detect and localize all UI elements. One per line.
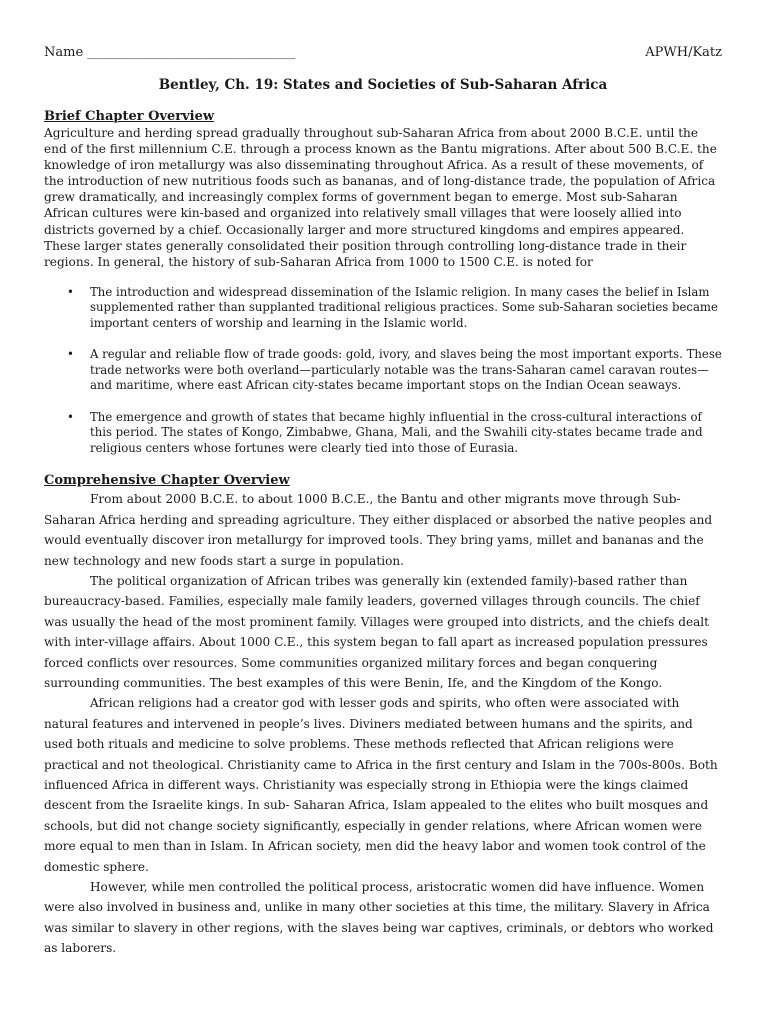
overview-paragraph: From about 2000 B.C.E. to about 1000 B.C.E., the Bantu and other migrants move through Sub-Saharan Africa herding and spreading agriculture. They either displaced or absorbed the native peoples and would eventually discover iron metallurgy for improved tools. They bring yams, millet and bananas and the new technology and new foods start a surge in population. [44, 492, 713, 568]
brief-overview-section [44, 108, 722, 456]
comprehensive-overview-heading: Comprehensive Chapter Overview [44, 473, 290, 489]
bullet-item [44, 410, 722, 457]
bullet-icon: • [67, 284, 74, 299]
bullet-text: A regular and reliable flow of trade goods: gold, ivory, and slaves being the most important exports. These trade networks were both overland—particularly notable was the trans-Saharan camel caravan routes—and maritime, where east African city-states became important stops on the Indian Ocean seaways. [90, 347, 722, 393]
brief-overview-paragraph: Agriculture and herding spread gradually throughout sub-Saharan Africa from about 2000 B.C.E. until the end of the first millennium C.E. through a process known as the Bantu migrations. After about 500 B.C.E. the knowledge of iron metallurgy was also disseminating throughout Africa. As a result of these movements, of the introduction of new nutritious foods such as bananas, and of long-distance trade, the population of Africa grew dramatically, and increasingly complex forms of government began to emerge. Most sub-Saharan African cultures were kin-based and organized into relatively small villages that were loosely allied into districts governed by a chief. Occasionally larger and more structured kingdoms and empires appeared. These larger states generally consolidated their position through controlling long-distance trade in their regions. In general, the history of sub-Saharan Africa from 1000 to 1500 C.E. is noted for [44, 126, 717, 269]
brief-overview-heading: Brief Chapter Overview [44, 109, 215, 124]
overview-paragraph: However, while men controlled the political process, aristocratic women did have influence. Women were also involved in business and, unlike in many other societies at this time, the military. Slavery in Africa was similar to slavery in other regions, with the slaves being war captives, criminals, or debtors who worked as laborers. [44, 880, 714, 956]
header-row [44, 44, 722, 64]
bullet-list [44, 285, 722, 457]
page-title: Bentley, Ch. 19: States and Societies of Sub-Saharan Africa [158, 77, 608, 93]
bullet-icon: • [67, 409, 74, 424]
bullet-item [44, 347, 722, 394]
bullet-item [44, 285, 722, 332]
bullet-text: The emergence and growth of states that became highly influential in the cross-cultural interactions of this period. The states of Kongo, Zimbabwe, Ghana, Mali, and the Swahili city-states became trade and religious centers whose fortunes were clearly tied into those of Eurasia. [90, 409, 703, 455]
name-field-label: Name ________________________________ [44, 45, 296, 60]
overview-paragraph: African religions had a creator god with lesser gods and spirits, who often were associated with natural features and intervened in people’s lives. Diviners mediated between humans and the spirits, and used both rituals and medicine to solve problems. These methods reflected that African religions were practical and not theological. Christianity came to Africa in the first century and Islam in the 700s-800s. Both influenced Africa in different ways. Christianity was especially strong in Ethiopia were the kings claimed descent from the Israelite kings. In sub- Saharan Africa, Islam appealed to the elites who built mosques and schools, but did not change society significantly, especially in gender relations, where African women were more equal to men than in Islam. In African society, men did the heavy labor and women took control of the domestic sphere. [44, 696, 718, 874]
bullet-icon: • [67, 347, 74, 362]
course-label: APWH/Katz [645, 45, 722, 60]
comprehensive-overview-section [44, 472, 722, 958]
bullet-text: The introduction and widespread dissemination of the Islamic religion. In many cases the belief in Islam supplemented rather than supplanted traditional religious practices. Some sub-Saharan societies became important centers of worship and learning in the Islamic world. [90, 284, 718, 330]
overview-paragraph: The political organization of African tribes was generally kin (extended family)-based rather than bureaucracy-based. Families, especially male family leaders, governed villages through councils. The chief was usually the head of the most prominent family. Villages were grouped into districts, and the chiefs dealt with inter-village affairs. About 1000 C.E., this system began to fall apart as increased population pressures forced conflicts over resources. Some communities organized military forces and began conquering surrounding communities. The best examples of this were Benin, Ife, and the Kingdom of the Kongo. [44, 573, 710, 690]
